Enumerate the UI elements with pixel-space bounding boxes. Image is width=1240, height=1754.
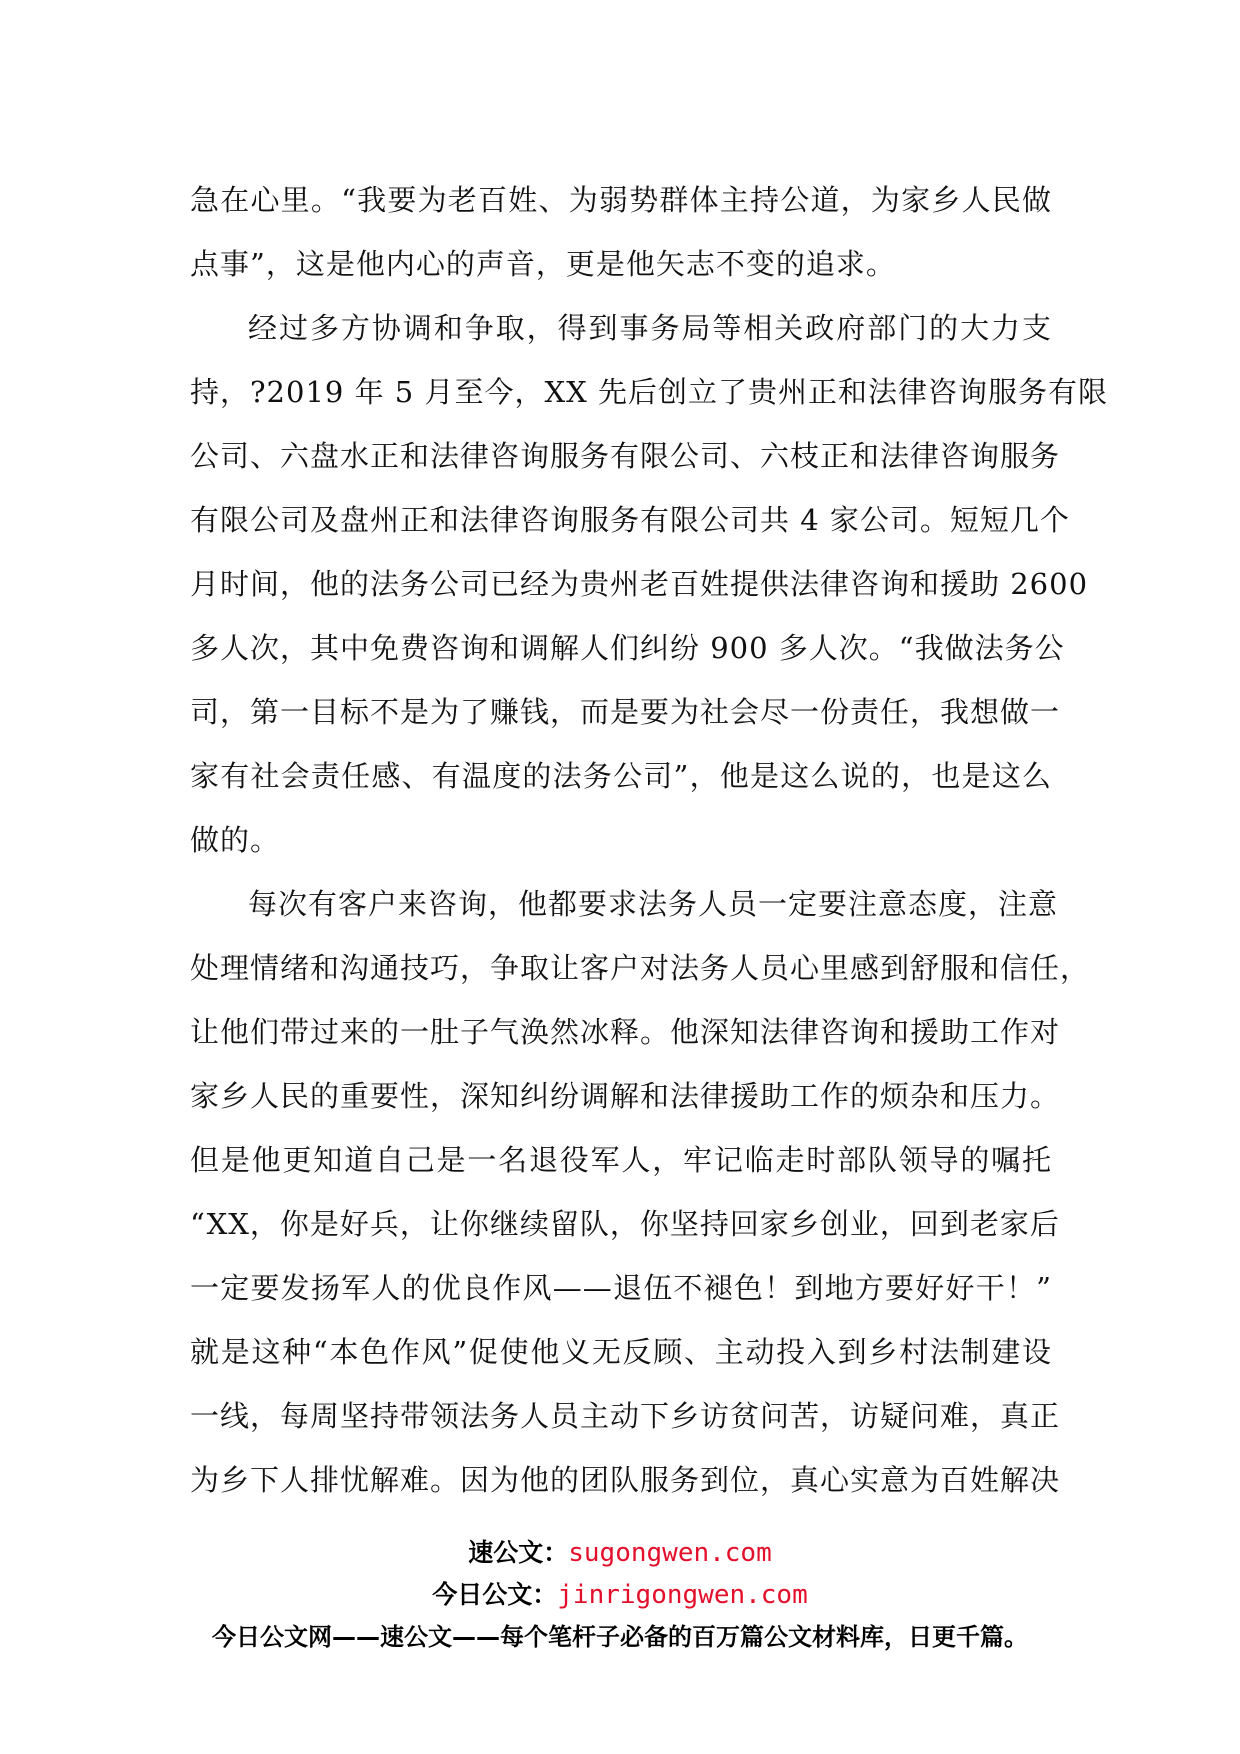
sugongwen-link[interactable]: sugongwen.com	[568, 1538, 772, 1568]
text-line: 一线，每周坚持带领法务人员主动下乡访贫问苦，访疑问难，真正	[190, 1399, 1061, 1433]
text-line: 月时间，他的法务公司已经为贵州老百姓提供法律咨询和援助 2600	[190, 567, 1089, 601]
footer-label: 今日公文：	[432, 1580, 558, 1609]
text-line: 点事”，这是他内心的声音，更是他矢志不变的追求。	[190, 247, 896, 281]
text-line: 急在心里。“我要为老百姓、为弱势群体主持公道，为家乡人民做	[190, 183, 1052, 217]
text-line: 有限公司及盘州正和法律咨询服务有限公司共 4 家公司。短短几个	[190, 503, 1070, 537]
footer-jinrigongwen	[0, 1575, 1240, 1611]
text-line: 多人次，其中免费咨询和调解人们纠纷 900 多人次。“我做法务公	[190, 631, 1065, 665]
footer-tagline: 今日公文网——速公文——每个笔杆子必备的百万篇公文材料库，日更千篇。	[212, 1623, 1028, 1651]
text-line: 做的。	[190, 823, 281, 857]
text-line: 持，?2019 年 5 月至今，XX 先后创立了贵州正和法律咨询服务有限	[190, 375, 1108, 409]
paragraph-first-line: 每次有客户来咨询，他都要求法务人员一定要注意态度，注意	[248, 887, 1059, 921]
text-line: 家有社会责任感、有温度的法务公司”，他是这么说的，也是这么	[190, 759, 1052, 793]
text-line: “XX，你是好兵，让你继续留队，你坚持回家乡创业，回到老家后	[190, 1207, 1060, 1241]
footer-label: 速公文：	[468, 1538, 569, 1567]
paragraph-first-line: 经过多方协调和争取，得到事务局等相关政府部门的大力支	[248, 311, 1052, 345]
text-line: 为乡下人排忧解难。因为他的团队服务到位，真心实意为百姓解决	[190, 1463, 1061, 1497]
text-line: 就是这种“本色作风”促使他义无反顾、主动投入到乡村法制建设	[190, 1335, 1052, 1369]
footer-sugongwen	[0, 1533, 1240, 1569]
jinrigongwen-link[interactable]: jinrigongwen.com	[557, 1580, 808, 1610]
text-line: 一定要发扬军人的优良作风——退伍不褪色！到地方要好好干！”	[190, 1271, 1052, 1305]
document-body	[190, 168, 1108, 1512]
text-line: 处理情绪和沟通技巧，争取让客户对法务人员心里感到舒服和信任，	[190, 951, 1091, 985]
text-line: 但是他更知道自己是一名退役军人，牢记临走时部队领导的嘱托	[190, 1143, 1052, 1177]
text-line: 司，第一目标不是为了赚钱，而是要为社会尽一份责任，我想做一	[190, 695, 1061, 729]
text-line: 家乡人民的重要性，深知纠纷调解和法律援助工作的烦杂和压力。	[190, 1079, 1061, 1113]
text-line: 公司、六盘水正和法律咨询服务有限公司、六枝正和法律咨询服务	[190, 439, 1061, 473]
text-line: 让他们带过来的一肚子气涣然冰释。他深知法律咨询和援助工作对	[190, 1015, 1061, 1049]
